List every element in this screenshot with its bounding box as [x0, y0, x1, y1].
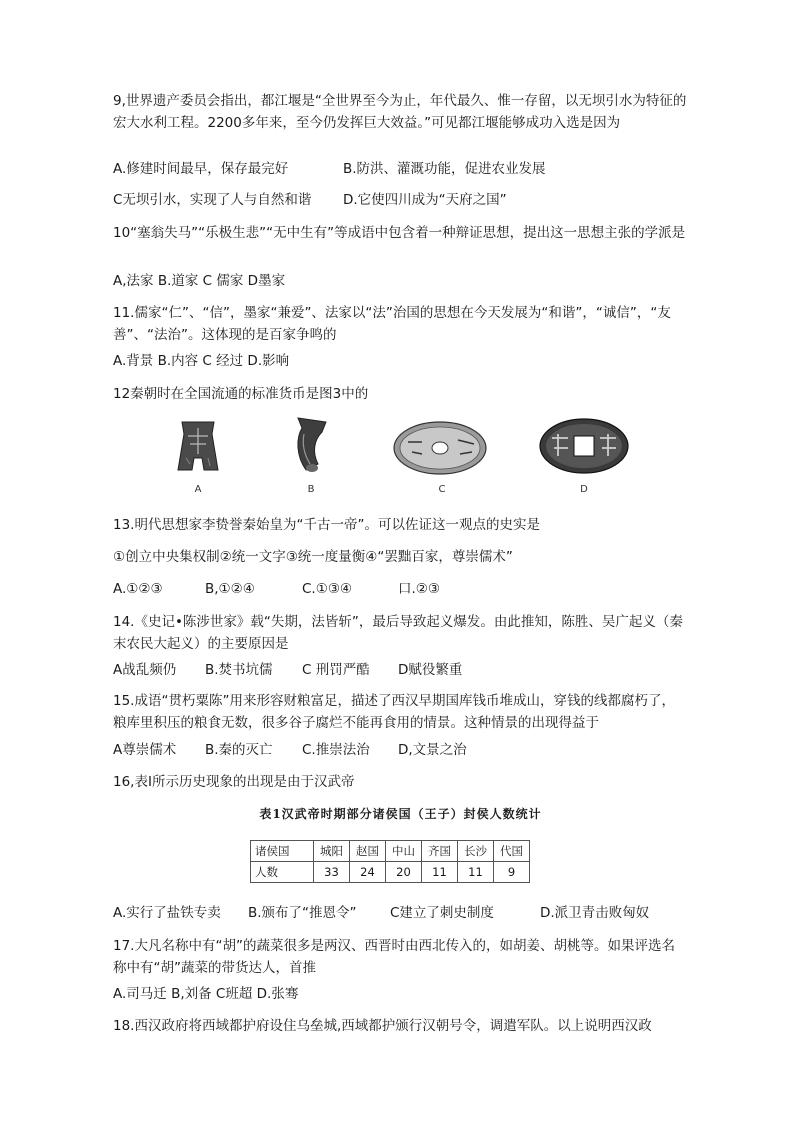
table-header-cell: 城阳: [314, 841, 350, 862]
q9-option-d: D.它使四川成为“天府之国”: [343, 192, 507, 208]
q15-option-c: C.推崇法治: [302, 742, 370, 758]
q9-stem: 9,世界遗产委员会指出，都江堰是“全世界至今为止，年代最久、惟一存留，以无坝引水为特征的宏大水利工程。2200多年来，至今仍发挥巨大效益。”可见都江堰能够成功入选是因为: [113, 93, 687, 131]
table-row: [251, 862, 530, 883]
table-cell: 11: [458, 862, 494, 883]
table-header-cell: 中山: [386, 841, 422, 862]
table-header-cell: 赵国: [350, 841, 386, 862]
q13-items: ①创立中央集权制②统一文字③统一度量衡④“罢黜百家，尊崇儒术”: [113, 549, 513, 565]
q13-option-b: B,①②④: [205, 581, 255, 597]
q15-option-b: B.秦的灭亡: [205, 742, 273, 758]
q15-option-d: D,文景之治: [398, 742, 467, 758]
q16-stem: 16,表Ⅰ所示历史现象的出现是由于汉武帝: [113, 774, 355, 790]
q10-stem: 10“塞翁失马”“乐极生悲”“无中生有”等成语中包含着一种辩证思想，提出这一思想主张的学派是: [113, 225, 686, 241]
q13-option-c: C.①③④: [302, 581, 353, 597]
q15-stem: 15.成语“贯朽粟陈”用来形容财粮富足，描述了西汉早期国库钱币堆成山，穿钱的线都腐朽了，粮库里积压的粮食无数，很多谷子腐烂不能再食用的情景。这种情景的出现得益于: [113, 693, 675, 731]
table-cell: 24: [350, 862, 386, 883]
q11-stem: 11.儒家“仁”、“信”，墨家“兼爱”、法家以“法”治国的思想在今天发展为“和谐”，“诚信”，“友善”、“法治”。这体现的是百家争鸣的: [113, 305, 671, 343]
q16-option-c: C建立了刺史制度: [390, 905, 494, 921]
coin-b-knife-money: [276, 414, 376, 504]
table-cell: 11: [422, 862, 458, 883]
q9-option-c: C无坝引水，实现了人与自然和谐: [113, 192, 312, 208]
coin-label-a: A: [194, 484, 202, 495]
table-header-cell: 齐国: [422, 841, 458, 862]
table-header-row: [251, 841, 530, 862]
q14-option-b: B.焚书坑儒: [205, 662, 273, 678]
q13-stem: 13.明代思想家李贽誉秦始皇为“千古一帝”。可以佐证这一观点的史实是: [113, 517, 540, 533]
table-cell: 20: [386, 862, 422, 883]
q16-option-d: D.派卫青击败匈奴: [540, 905, 650, 921]
q13-option-d: 口.②③: [398, 581, 440, 597]
coin-label-d: D: [580, 484, 588, 495]
table-header-cell: 诸侯国: [251, 841, 314, 862]
table-cell: 33: [314, 862, 350, 883]
q10-options: A,法家 B.道家 C 儒家 D墨家: [113, 273, 286, 289]
q18-stem: 18.西汉政府将西域都护府设住乌垒城,西域都护颁行汉朝号令，调遣军队。以上说明西汉政: [113, 1018, 652, 1034]
q9-option-b: B.防洪、灌溉功能，促进农业发展: [343, 161, 546, 177]
q9-option-a: A.修建时间最早，保存最完好: [113, 161, 289, 177]
coin-d-banliang-coin: [528, 414, 638, 504]
q11-options: A.背景 B.内容 C 经过 D.影响: [113, 353, 290, 369]
q14-stem: 14.《史记•陈涉世家》载“失期，法皆斩”，最后导致起义爆发。由此推知，陈胜、吴广起义（秦末农民大起义）的主要原因是: [113, 614, 683, 652]
coin-figure: [168, 414, 638, 504]
coin-label-c: C: [438, 484, 446, 495]
q14-option-a: A战乱频仍: [113, 662, 177, 678]
q14-option-d: D赋役繁重: [398, 662, 463, 678]
table-cell: 人数: [251, 862, 314, 883]
table-header-cell: 代国: [494, 841, 530, 862]
table-header-cell: 长沙: [458, 841, 494, 862]
q13-option-a: A.①②③: [113, 581, 163, 597]
table-caption: 表1汉武帝时期部分诸侯国（王子）封侯人数统计: [259, 807, 542, 821]
q17-options: A.司马迁 B,刘备 C班超 D.张骞: [113, 986, 299, 1002]
coin-c-round-hole-coin: [388, 414, 498, 504]
coin-label-b: B: [307, 484, 315, 495]
table-cell: 9: [494, 862, 530, 883]
marquis-count-table: [250, 840, 530, 883]
q17-stem: 17.大凡名称中有“胡”的蔬菜很多是两汉、西晋时由西北传入的，如胡姜、胡桃等。如果评选名称中有“胡”蔬菜的带货达人，首推: [113, 938, 675, 976]
coin-a-spade-money: [168, 414, 268, 504]
q16-option-a: A.实行了盐铁专卖: [113, 905, 221, 921]
q16-option-b: B.颁布了“推恩令”: [248, 905, 357, 921]
q12-stem: 12秦朝时在全国流通的标准货币是图3中的: [113, 386, 369, 402]
q14-option-c: C 刑罚严酷: [302, 662, 370, 678]
q15-option-a: A尊崇儒术: [113, 742, 177, 758]
